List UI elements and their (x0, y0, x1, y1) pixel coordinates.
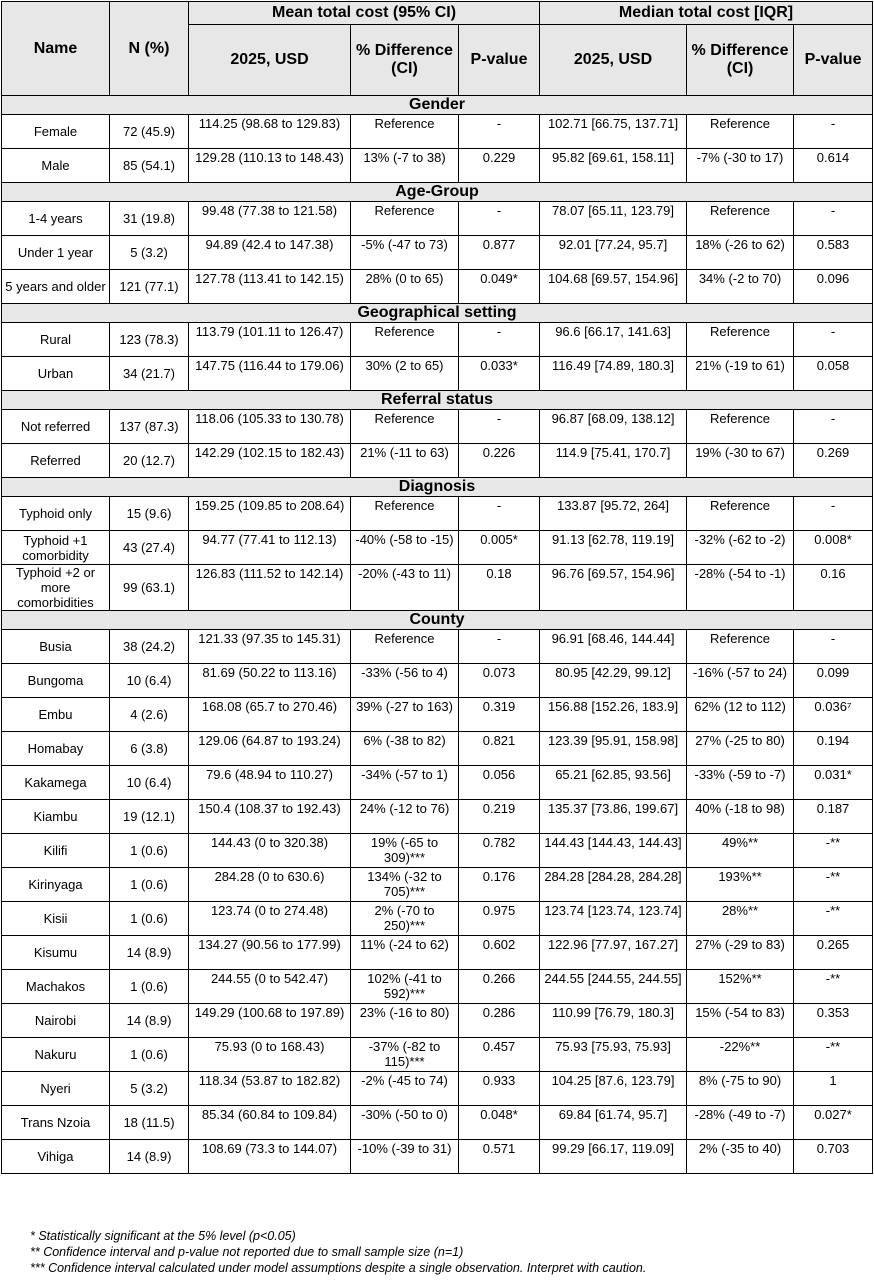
row-mean-cost: 94.89 (42.4 to 147.38) (189, 236, 351, 270)
row-mean-diff: 21% (-11 to 63) (351, 444, 459, 478)
row-median-pvalue: -** (794, 868, 873, 902)
row-median-diff: -32% (-62 to -2) (687, 531, 794, 565)
row-mean-cost: 142.29 (102.15 to 182.43) (189, 444, 351, 478)
section-row (2, 96, 873, 115)
row-name: 1-4 years (2, 202, 110, 236)
row-mean-pvalue: 0.049* (459, 270, 540, 304)
row-median-diff: 152%** (687, 970, 794, 1004)
row-mean-diff: 134% (-32 to 705)*** (351, 868, 459, 902)
row-median-pvalue: 0.008* (794, 531, 873, 565)
row-mean-diff: 39% (-27 to 163) (351, 698, 459, 732)
row-name: Typhoid +1 comorbidity (2, 531, 110, 565)
row-median-cost: 114.9 [75.41, 170.7] (540, 444, 687, 478)
row-median-diff: -22%** (687, 1038, 794, 1072)
row-mean-pvalue: - (459, 630, 540, 664)
row-name: Kirinyaga (2, 868, 110, 902)
header-n: N (%) (110, 2, 189, 96)
row-median-cost: 69.84 [61.74, 95.7] (540, 1106, 687, 1140)
row-mean-cost: 94.77 (77.41 to 112.13) (189, 531, 351, 565)
row-median-diff: -16% (-57 to 24) (687, 664, 794, 698)
row-median-pvalue: 0.099 (794, 664, 873, 698)
row-n: 1 (0.6) (110, 1038, 189, 1072)
row-name: Referred (2, 444, 110, 478)
row-median-cost: 122.96 [77.97, 167.27] (540, 936, 687, 970)
row-n: 5 (3.2) (110, 236, 189, 270)
row-mean-pvalue: - (459, 497, 540, 531)
row-mean-pvalue: 0.602 (459, 936, 540, 970)
row-median-cost: 116.49 [74.89, 180.3] (540, 357, 687, 391)
row-name: Kilifi (2, 834, 110, 868)
row-mean-cost: 129.28 (110.13 to 148.43) (189, 149, 351, 183)
header-mean-cost: 2025, USD (189, 25, 351, 96)
row-median-pvalue: -** (794, 902, 873, 936)
footnote-model-assumptions: *** Confidence interval calculated under model assumptions despite a single observation. Interpret with caution. (30, 1261, 647, 1275)
row-median-diff: -7% (-30 to 17) (687, 149, 794, 183)
section-title: Referral status (2, 391, 873, 410)
row-n: 15 (9.6) (110, 497, 189, 531)
row-median-cost: 65.21 [62.85, 93.56] (540, 766, 687, 800)
row-name: Nyeri (2, 1072, 110, 1106)
row-mean-diff: -20% (-43 to 11) (351, 565, 459, 611)
footnote-small-sample: ** Confidence interval and p-value not reported due to small sample size (n=1) (30, 1245, 464, 1259)
row-mean-cost: 284.28 (0 to 630.6) (189, 868, 351, 902)
row-median-cost: 92.01 [77.24, 95.7] (540, 236, 687, 270)
header-median-group: Median total cost [IQR] (540, 2, 873, 25)
row-mean-diff: -33% (-56 to 4) (351, 664, 459, 698)
row-mean-diff: Reference (351, 115, 459, 149)
row-median-pvalue: 0.614 (794, 149, 873, 183)
row-mean-cost: 159.25 (109.85 to 208.64) (189, 497, 351, 531)
row-mean-pvalue: 0.877 (459, 236, 540, 270)
row-mean-pvalue: 0.033* (459, 357, 540, 391)
row-n: 31 (19.8) (110, 202, 189, 236)
row-median-cost: 80.95 [42.29, 99.12] (540, 664, 687, 698)
row-mean-diff: 28% (0 to 65) (351, 270, 459, 304)
row-mean-pvalue: 0.821 (459, 732, 540, 766)
row-n: 14 (8.9) (110, 1140, 189, 1174)
table-row (2, 1072, 873, 1106)
header-median-pvalue: P-value (794, 25, 873, 96)
row-mean-pvalue: 0.219 (459, 800, 540, 834)
row-median-diff: 19% (-30 to 67) (687, 444, 794, 478)
row-mean-cost: 81.69 (50.22 to 113.16) (189, 664, 351, 698)
footnotes (30, 1228, 646, 1276)
row-mean-pvalue: 0.229 (459, 149, 540, 183)
row-median-diff: 62% (12 to 112) (687, 698, 794, 732)
row-median-cost: 110.99 [76.79, 180.3] (540, 1004, 687, 1038)
row-median-cost: 284.28 [284.28, 284.28] (540, 868, 687, 902)
row-median-diff: 34% (-2 to 70) (687, 270, 794, 304)
table-body (2, 96, 873, 1174)
row-n: 5 (3.2) (110, 1072, 189, 1106)
row-name: Kakamega (2, 766, 110, 800)
row-mean-cost: 134.27 (90.56 to 177.99) (189, 936, 351, 970)
row-median-cost: 99.29 [66.17, 119.09] (540, 1140, 687, 1174)
row-name: Embu (2, 698, 110, 732)
row-median-diff: 49%** (687, 834, 794, 868)
table-row (2, 800, 873, 834)
row-median-diff: 28%** (687, 902, 794, 936)
row-median-diff: 15% (-54 to 83) (687, 1004, 794, 1038)
row-median-cost: 133.87 [95.72, 264] (540, 497, 687, 531)
row-median-cost: 244.55 [244.55, 244.55] (540, 970, 687, 1004)
row-mean-pvalue: 0.266 (459, 970, 540, 1004)
row-median-pvalue: - (794, 323, 873, 357)
row-mean-diff: 102% (-41 to 592)*** (351, 970, 459, 1004)
row-name: Male (2, 149, 110, 183)
table-row (2, 698, 873, 732)
row-median-diff: Reference (687, 410, 794, 444)
row-median-diff: Reference (687, 630, 794, 664)
row-mean-pvalue: 0.457 (459, 1038, 540, 1072)
row-mean-pvalue: - (459, 410, 540, 444)
row-median-pvalue: 0.187 (794, 800, 873, 834)
row-mean-diff: -40% (-58 to -15) (351, 531, 459, 565)
row-n: 72 (45.9) (110, 115, 189, 149)
row-mean-cost: 121.33 (97.35 to 145.31) (189, 630, 351, 664)
row-median-cost: 95.82 [69.61, 158.11] (540, 149, 687, 183)
row-mean-diff: 23% (-16 to 80) (351, 1004, 459, 1038)
row-median-pvalue: 0.031* (794, 766, 873, 800)
row-median-cost: 96.91 [68.46, 144.44] (540, 630, 687, 664)
table-row (2, 149, 873, 183)
header-name: Name (2, 2, 110, 96)
row-mean-cost: 150.4 (108.37 to 192.43) (189, 800, 351, 834)
row-median-pvalue: 0.194 (794, 732, 873, 766)
row-mean-diff: Reference (351, 410, 459, 444)
row-name: Rural (2, 323, 110, 357)
row-median-diff: Reference (687, 323, 794, 357)
row-median-diff: Reference (687, 115, 794, 149)
table-row (2, 732, 873, 766)
table-row (2, 444, 873, 478)
row-name: Typhoid only (2, 497, 110, 531)
row-mean-pvalue: 0.176 (459, 868, 540, 902)
section-title: Age-Group (2, 183, 873, 202)
row-mean-cost: 118.34 (53.87 to 182.82) (189, 1072, 351, 1106)
row-mean-cost: 144.43 (0 to 320.38) (189, 834, 351, 868)
table-row (2, 834, 873, 868)
row-name: Trans Nzoia (2, 1106, 110, 1140)
row-n: 121 (77.1) (110, 270, 189, 304)
row-mean-pvalue: 0.319 (459, 698, 540, 732)
row-mean-cost: 149.29 (100.68 to 197.89) (189, 1004, 351, 1038)
row-mean-diff: Reference (351, 202, 459, 236)
table-row (2, 1106, 873, 1140)
row-median-pvalue: - (794, 115, 873, 149)
row-mean-pvalue: - (459, 323, 540, 357)
row-mean-cost: 108.69 (73.3 to 144.07) (189, 1140, 351, 1174)
row-median-diff: Reference (687, 497, 794, 531)
header-mean-diff: % Difference (CI) (351, 25, 459, 96)
row-mean-pvalue: - (459, 115, 540, 149)
row-name: Not referred (2, 410, 110, 444)
row-median-diff: -28% (-49 to -7) (687, 1106, 794, 1140)
row-n: 34 (21.7) (110, 357, 189, 391)
row-median-cost: 102.71 [66.75, 137.71] (540, 115, 687, 149)
row-median-diff: 27% (-25 to 80) (687, 732, 794, 766)
row-n: 1 (0.6) (110, 970, 189, 1004)
row-mean-diff: 30% (2 to 65) (351, 357, 459, 391)
row-median-cost: 144.43 [144.43, 144.43] (540, 834, 687, 868)
row-n: 20 (12.7) (110, 444, 189, 478)
row-mean-cost: 123.74 (0 to 274.48) (189, 902, 351, 936)
row-mean-diff: 24% (-12 to 76) (351, 800, 459, 834)
row-mean-diff: -10% (-39 to 31) (351, 1140, 459, 1174)
row-median-pvalue: 0.027* (794, 1106, 873, 1140)
section-title: Gender (2, 96, 873, 115)
row-n: 6 (3.8) (110, 732, 189, 766)
table-row (2, 565, 873, 611)
section-title: Geographical setting (2, 304, 873, 323)
row-name: Vihiga (2, 1140, 110, 1174)
row-median-cost: 123.74 [123.74, 123.74] (540, 902, 687, 936)
row-name: Kisii (2, 902, 110, 936)
row-median-pvalue: - (794, 202, 873, 236)
row-median-pvalue: 0.269 (794, 444, 873, 478)
table-row (2, 1004, 873, 1038)
row-median-diff: Reference (687, 202, 794, 236)
row-median-cost: 104.25 [87.6, 123.79] (540, 1072, 687, 1106)
row-name: Nakuru (2, 1038, 110, 1072)
section-title: Diagnosis (2, 478, 873, 497)
row-mean-pvalue: 0.933 (459, 1072, 540, 1106)
row-n: 14 (8.9) (110, 1004, 189, 1038)
row-mean-diff: Reference (351, 630, 459, 664)
table-row (2, 630, 873, 664)
row-median-pvalue: 0.583 (794, 236, 873, 270)
row-median-diff: 40% (-18 to 98) (687, 800, 794, 834)
row-n: 137 (87.3) (110, 410, 189, 444)
section-row (2, 478, 873, 497)
row-median-pvalue: - (794, 630, 873, 664)
row-name: Female (2, 115, 110, 149)
row-median-cost: 156.88 [152.26, 183.9] (540, 698, 687, 732)
row-name: Typhoid +2 or more comorbidities (2, 565, 110, 611)
row-median-pvalue: -** (794, 970, 873, 1004)
row-mean-diff: 2% (-70 to 250)*** (351, 902, 459, 936)
row-mean-pvalue: 0.571 (459, 1140, 540, 1174)
row-mean-pvalue: 0.005* (459, 531, 540, 565)
footnote-significance: * Statistically significant at the 5% level (p<0.05) (30, 1229, 296, 1243)
row-median-pvalue: - (794, 497, 873, 531)
header-median-diff: % Difference (CI) (687, 25, 794, 96)
row-mean-diff: 6% (-38 to 82) (351, 732, 459, 766)
row-median-diff: 2% (-35 to 40) (687, 1140, 794, 1174)
row-mean-pvalue: 0.073 (459, 664, 540, 698)
row-mean-cost: 118.06 (105.33 to 130.78) (189, 410, 351, 444)
section-row (2, 611, 873, 630)
row-mean-diff: -34% (-57 to 1) (351, 766, 459, 800)
row-name: Homabay (2, 732, 110, 766)
row-mean-cost: 114.25 (98.68 to 129.83) (189, 115, 351, 149)
row-n: 43 (27.4) (110, 531, 189, 565)
row-mean-diff: -37% (-82 to 115)*** (351, 1038, 459, 1072)
row-mean-pvalue: 0.056 (459, 766, 540, 800)
header-median-cost: 2025, USD (540, 25, 687, 96)
row-mean-diff: 19% (-65 to 309)*** (351, 834, 459, 868)
row-mean-diff: -30% (-50 to 0) (351, 1106, 459, 1140)
row-mean-pvalue: 0.048* (459, 1106, 540, 1140)
row-median-diff: 193%** (687, 868, 794, 902)
row-mean-cost: 75.93 (0 to 168.43) (189, 1038, 351, 1072)
row-name: Under 1 year (2, 236, 110, 270)
table-row (2, 902, 873, 936)
row-mean-cost: 147.75 (116.44 to 179.06) (189, 357, 351, 391)
row-name: Urban (2, 357, 110, 391)
row-n: 1 (0.6) (110, 902, 189, 936)
row-mean-diff: -2% (-45 to 74) (351, 1072, 459, 1106)
row-mean-diff: 13% (-7 to 38) (351, 149, 459, 183)
table-row (2, 236, 873, 270)
row-median-cost: 96.76 [69.57, 154.96] (540, 565, 687, 611)
row-median-pvalue: 0.703 (794, 1140, 873, 1174)
cost-table (1, 1, 873, 1174)
row-mean-pvalue: 0.286 (459, 1004, 540, 1038)
row-n: 19 (12.1) (110, 800, 189, 834)
row-n: 1 (0.6) (110, 834, 189, 868)
row-name: Nairobi (2, 1004, 110, 1038)
row-n: 10 (6.4) (110, 766, 189, 800)
row-n: 4 (2.6) (110, 698, 189, 732)
row-n: 85 (54.1) (110, 149, 189, 183)
row-mean-cost: 113.79 (101.11 to 126.47) (189, 323, 351, 357)
row-median-cost: 96.87 [68.09, 138.12] (540, 410, 687, 444)
row-mean-cost: 99.48 (77.38 to 121.58) (189, 202, 351, 236)
row-mean-cost: 168.08 (65.7 to 270.46) (189, 698, 351, 732)
table-row (2, 970, 873, 1004)
table-row (2, 497, 873, 531)
table-row (2, 202, 873, 236)
row-median-diff: -33% (-59 to -7) (687, 766, 794, 800)
row-n: 10 (6.4) (110, 664, 189, 698)
table-row (2, 1038, 873, 1072)
row-median-pvalue: - (794, 410, 873, 444)
row-mean-diff: 11% (-24 to 62) (351, 936, 459, 970)
row-n: 99 (63.1) (110, 565, 189, 611)
row-median-cost: 78.07 [65.11, 123.79] (540, 202, 687, 236)
row-mean-diff: Reference (351, 323, 459, 357)
table-row (2, 410, 873, 444)
row-mean-cost: 126.83 (111.52 to 142.14) (189, 565, 351, 611)
row-mean-pvalue: 0.226 (459, 444, 540, 478)
row-median-pvalue: -** (794, 834, 873, 868)
row-median-pvalue: -** (794, 1038, 873, 1072)
row-mean-pvalue: 0.975 (459, 902, 540, 936)
row-median-diff: 21% (-19 to 61) (687, 357, 794, 391)
row-name: Kisumu (2, 936, 110, 970)
row-name: Machakos (2, 970, 110, 1004)
section-title: County (2, 611, 873, 630)
row-median-pvalue: 0.096 (794, 270, 873, 304)
row-median-pvalue: 0.265 (794, 936, 873, 970)
row-median-pvalue: 0.036⁷ (794, 698, 873, 732)
table-row (2, 531, 873, 565)
row-mean-diff: Reference (351, 497, 459, 531)
table-row (2, 115, 873, 149)
table-row (2, 664, 873, 698)
row-median-diff: 18% (-26 to 62) (687, 236, 794, 270)
row-median-pvalue: 1 (794, 1072, 873, 1106)
row-median-pvalue: 0.058 (794, 357, 873, 391)
row-median-pvalue: 0.353 (794, 1004, 873, 1038)
row-median-diff: 8% (-75 to 90) (687, 1072, 794, 1106)
section-row (2, 391, 873, 410)
row-median-cost: 91.13 [62.78, 119.19] (540, 531, 687, 565)
row-median-cost: 104.68 [69.57, 154.96] (540, 270, 687, 304)
row-median-cost: 135.37 [73.86, 199.67] (540, 800, 687, 834)
row-mean-cost: 244.55 (0 to 542.47) (189, 970, 351, 1004)
row-mean-cost: 129.06 (64.87 to 193.24) (189, 732, 351, 766)
table-row (2, 1140, 873, 1174)
section-row (2, 183, 873, 202)
row-n: 38 (24.2) (110, 630, 189, 664)
header-mean-group: Mean total cost (95% CI) (189, 2, 540, 25)
row-name: Kiambu (2, 800, 110, 834)
row-median-pvalue: 0.16 (794, 565, 873, 611)
row-n: 123 (78.3) (110, 323, 189, 357)
section-row (2, 304, 873, 323)
table-row (2, 766, 873, 800)
row-mean-cost: 79.6 (48.94 to 110.27) (189, 766, 351, 800)
table-row (2, 868, 873, 902)
row-median-cost: 75.93 [75.93, 75.93] (540, 1038, 687, 1072)
row-mean-diff: -5% (-47 to 73) (351, 236, 459, 270)
table-row (2, 270, 873, 304)
row-n: 1 (0.6) (110, 868, 189, 902)
row-median-diff: -28% (-54 to -1) (687, 565, 794, 611)
row-mean-pvalue: 0.18 (459, 565, 540, 611)
row-median-cost: 123.39 [95.91, 158.98] (540, 732, 687, 766)
row-name: 5 years and older (2, 270, 110, 304)
header-mean-pvalue: P-value (459, 25, 540, 96)
row-median-cost: 96.6 [66.17, 141.63] (540, 323, 687, 357)
row-mean-pvalue: - (459, 202, 540, 236)
table-row (2, 323, 873, 357)
row-mean-cost: 127.78 (113.41 to 142.15) (189, 270, 351, 304)
table-row (2, 936, 873, 970)
row-name: Busia (2, 630, 110, 664)
row-mean-pvalue: 0.782 (459, 834, 540, 868)
row-n: 14 (8.9) (110, 936, 189, 970)
row-mean-cost: 85.34 (60.84 to 109.84) (189, 1106, 351, 1140)
row-name: Bungoma (2, 664, 110, 698)
table-row (2, 357, 873, 391)
row-median-diff: 27% (-29 to 83) (687, 936, 794, 970)
row-n: 18 (11.5) (110, 1106, 189, 1140)
